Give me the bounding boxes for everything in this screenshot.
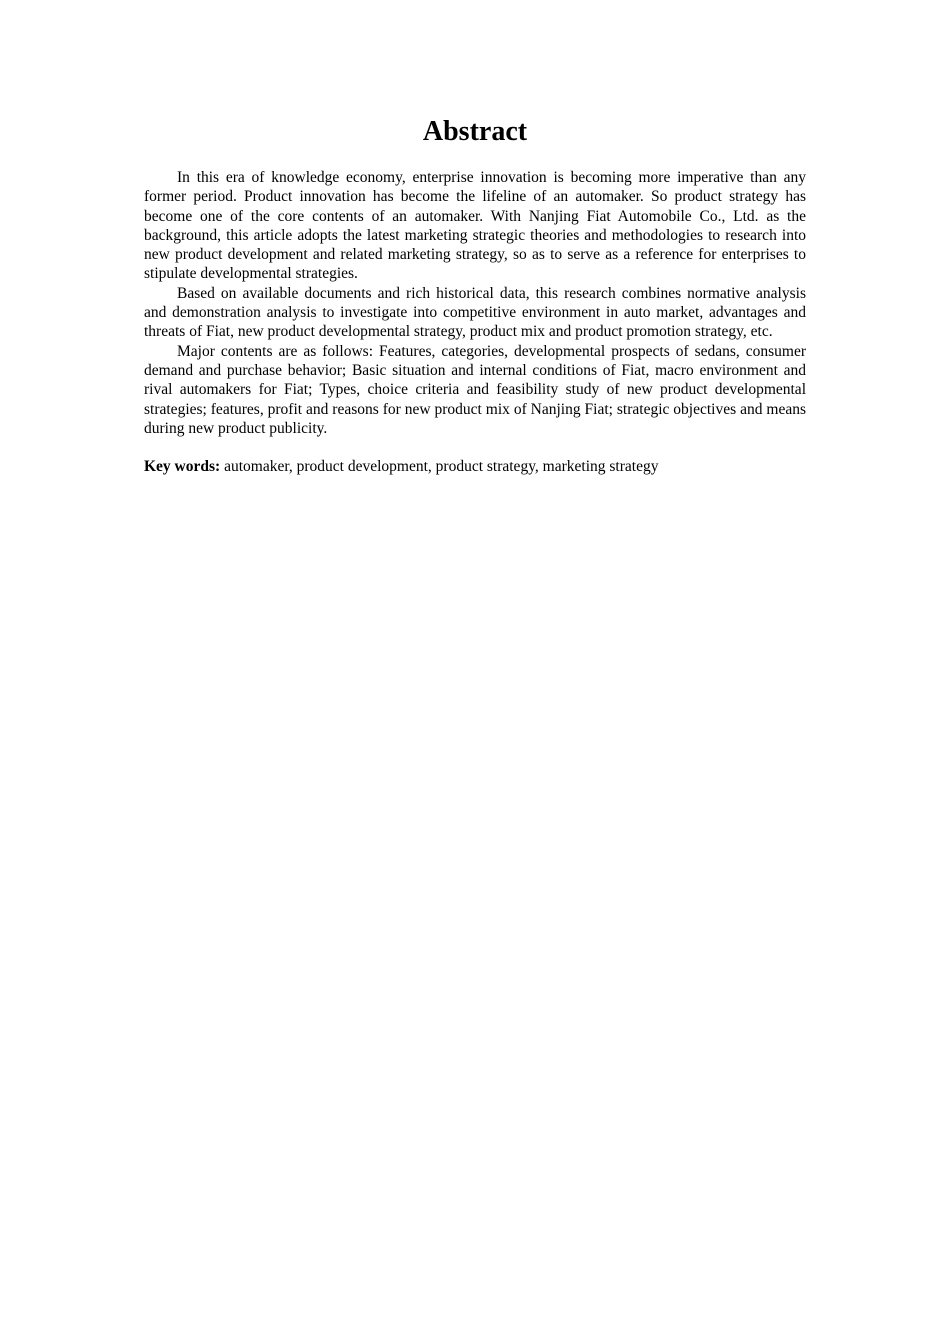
abstract-paragraph-2: Based on available documents and rich historical data, this research combines normative analysis and demonstration analysis to investigate into competitive environment in auto market, advantages and threats of Fiat, new product developmental strategy, product mix and product promotion strategy, etc.	[144, 284, 806, 341]
abstract-body	[144, 168, 806, 438]
keywords-line	[144, 457, 806, 476]
keywords-label: Key words:	[144, 458, 221, 476]
document-page	[144, 112, 806, 477]
abstract-paragraph-1: In this era of knowledge economy, enterprise innovation is becoming more imperative than any former period. Product innovation has become the lifeline of an automaker. So product strategy has become one of the core contents of an automaker. With Nanjing Fiat Automobile Co., Ltd. as the background, this article adopts the latest marketing strategic theories and methodologies to research into new product development and related marketing strategy, so as to serve as a reference for enterprises to stipulate developmental strategies.	[144, 169, 806, 283]
keywords-value: automaker, product development, product strategy, marketing strategy	[224, 458, 659, 476]
abstract-paragraph-3: Major contents are as follows: Features, categories, developmental prospects of sedans, consumer demand and purchase behavior; Basic situation and internal conditions of Fiat, macro environment and rival automakers for Fiat; Types, choice criteria and feasibility study of new product developmental strategies; features, profit and reasons for new product mix of Nanjing Fiat; strategic objectives and means during new product publicity.	[144, 342, 806, 437]
page-title: Abstract	[422, 116, 528, 147]
